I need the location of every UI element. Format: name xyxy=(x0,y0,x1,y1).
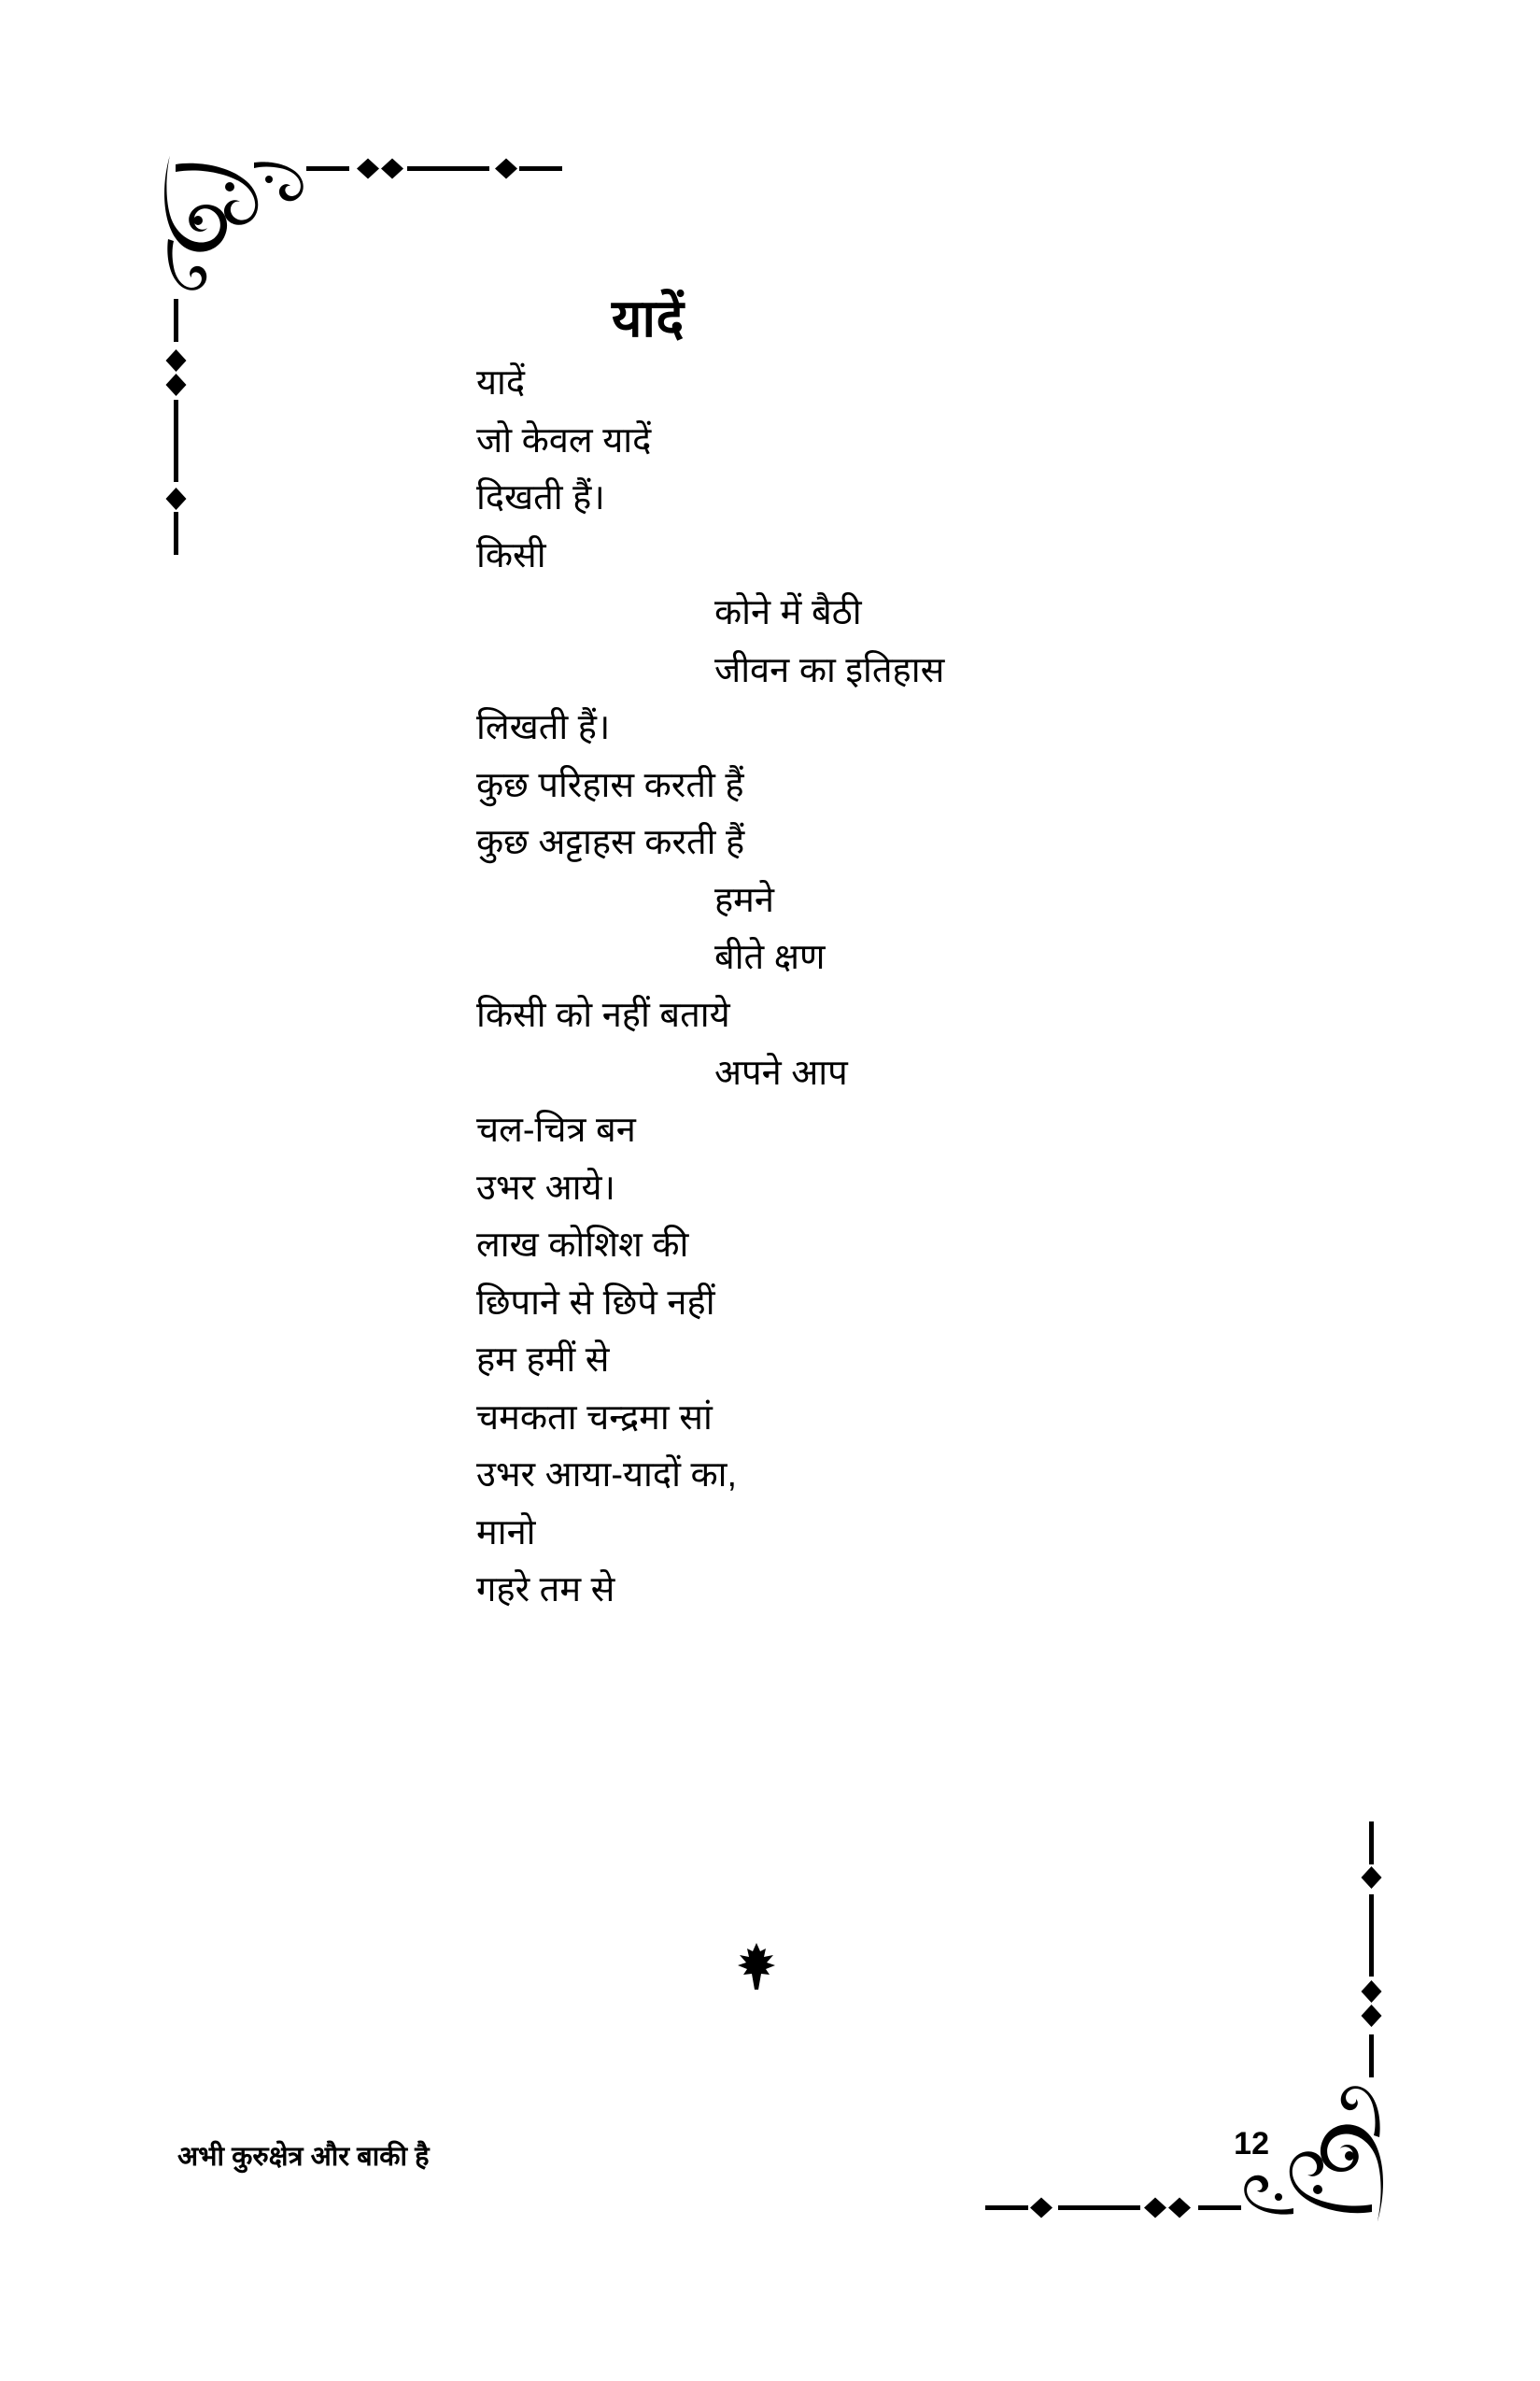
page-number: 12 xyxy=(1234,2126,1269,2161)
poem-line: जो केवल यादें xyxy=(476,420,652,461)
poem-line: किसी को नहीं बताये xyxy=(476,996,730,1036)
floral-corner-ornament-bottom-right xyxy=(924,1760,1391,2232)
poem-line: अपने आप xyxy=(714,1053,848,1093)
poem-line: किसी xyxy=(476,535,546,575)
poem-line: उभर आये। xyxy=(476,1168,615,1208)
poem-line: दिखती हैं। xyxy=(476,478,605,518)
poem-line: कुछ परिहास करती हैं xyxy=(476,765,744,805)
poem-line: बीते क्षण xyxy=(714,938,826,978)
poem-line: यादें xyxy=(476,363,526,403)
poem-line: चमकता चन्द्रमा सां xyxy=(476,1397,713,1438)
poem-line: लिखती हैं। xyxy=(476,708,611,748)
poem-line: उभर आया-यादों का, xyxy=(476,1455,738,1495)
maple-leaf-dingbat xyxy=(738,1943,775,1990)
poem-line: कुछ अट्टाहस करती हैं xyxy=(476,823,745,863)
poem-line: मानो xyxy=(476,1512,536,1552)
poem-line: चल-चित्र बन xyxy=(476,1111,636,1151)
poem-line: कोने में बैठी xyxy=(714,593,862,633)
poem-line: जीवन का इतिहास xyxy=(714,650,945,690)
poem-line: हम हमीं से xyxy=(476,1340,610,1381)
poem-line: गहरे तम से xyxy=(476,1570,615,1610)
footer-book-title: अभी कुरुक्षेत्र और बाकी है xyxy=(177,2142,430,2172)
poem-line: हमने xyxy=(714,880,774,920)
poem-line: छिपाने से छिपे नहीं xyxy=(476,1283,715,1323)
poem-line: लाख कोशिश की xyxy=(476,1226,689,1266)
poem-body xyxy=(476,355,1317,1620)
poem-title: यादें xyxy=(612,288,685,347)
